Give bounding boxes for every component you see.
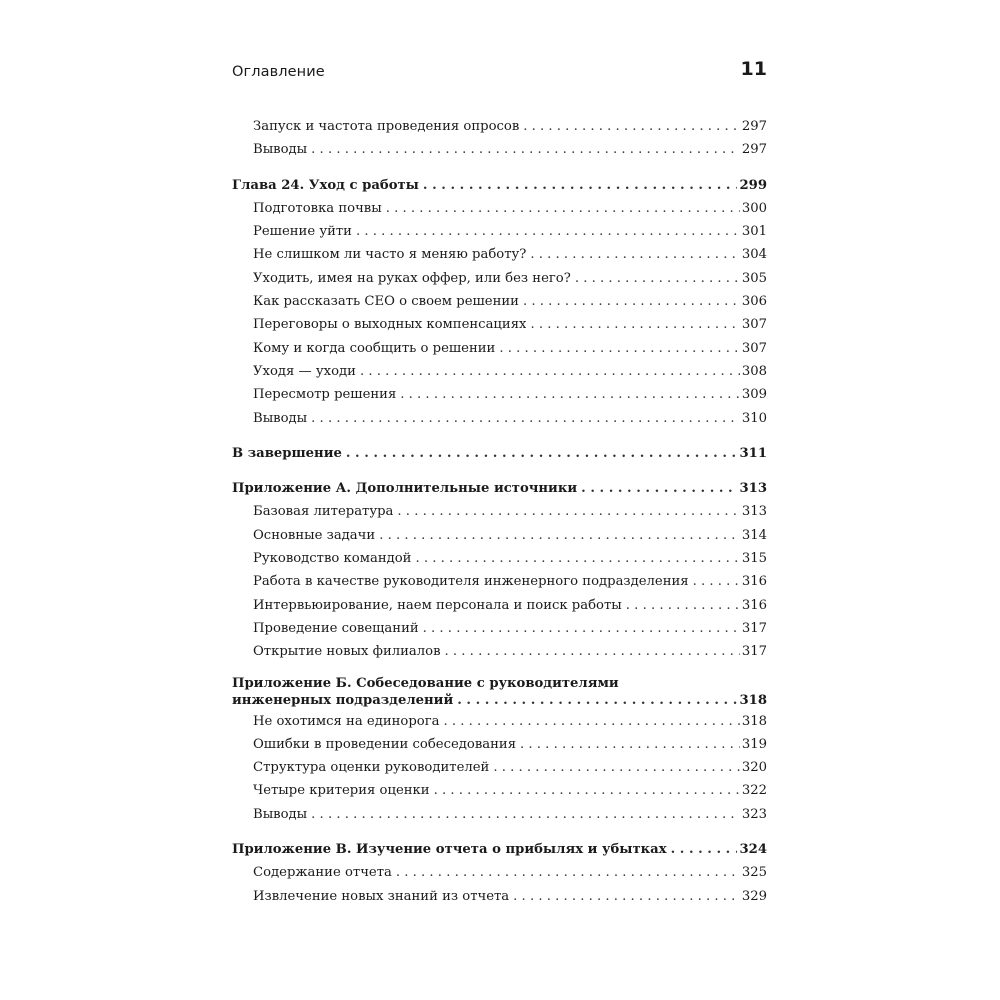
toc-entry-page: 310 (741, 410, 767, 426)
toc-entry-page: 316 (741, 597, 767, 613)
toc-entry-label: Переговоры о выходных компенсациях (253, 317, 527, 333)
toc-chapter[interactable] (232, 838, 767, 861)
leader-dots (530, 243, 739, 266)
toc-entry-page: 297 (741, 119, 767, 134)
leader-dots (356, 220, 740, 243)
toc-entry[interactable] (232, 360, 767, 383)
toc-chapter[interactable] (232, 174, 767, 197)
toc-entry-page: 308 (741, 363, 767, 379)
toc-entry-label: Проведение совещаний (253, 620, 419, 636)
toc-entry-page: 305 (741, 270, 767, 286)
leader-dots (400, 383, 740, 406)
toc-entry[interactable] (232, 885, 767, 908)
toc-entry-label: Пересмотр решения (253, 387, 397, 403)
toc-entry-label: Уходя — уходи (253, 363, 356, 379)
toc-chapter[interactable] (232, 676, 767, 710)
toc-entry-label: Выводы (253, 410, 308, 426)
leader-dots (626, 594, 740, 617)
toc-entry-page: 320 (741, 760, 767, 776)
toc-entry-label: Четыре критерия оценки (253, 783, 430, 799)
toc-entry[interactable] (232, 524, 767, 547)
toc-entry-page: 301 (741, 224, 767, 240)
toc-entry-page: 329 (741, 888, 767, 904)
toc-entry-page: 319 (741, 736, 767, 752)
toc-entry-label: Решение уйти (253, 224, 352, 240)
leader-dots (520, 733, 740, 756)
leader-dots (311, 803, 740, 826)
toc-entry-label: Основные задачи (253, 527, 376, 543)
toc-entry-label: Интервьюирование, наем персонала и поиск работы (253, 597, 622, 613)
toc-entry-label: Открытие новых филиалов (253, 644, 441, 660)
toc-entry-page: 309 (741, 387, 767, 403)
toc-entry-page: 307 (741, 340, 767, 356)
toc-entry-page: 325 (741, 865, 767, 881)
toc-entry[interactable] (232, 570, 767, 593)
toc-chapter-label: Приложение В. Изучение отчета о прибылях и убытках (232, 842, 667, 858)
toc-chapter-page: 324 (739, 842, 767, 858)
toc-entry-label: Работа в качестве руководителя инженерного подразделения (253, 574, 689, 590)
toc-entry-label: Выводы (253, 142, 308, 158)
toc-chapter[interactable] (232, 442, 767, 465)
leader-dots (445, 640, 740, 663)
toc-entry-page: 317 (741, 620, 767, 636)
toc-entry-page: 314 (741, 527, 767, 543)
toc-entry-label: Запуск и частота проведения опросов (253, 119, 520, 134)
leader-dots (523, 290, 740, 313)
running-header-title: Оглавление (232, 64, 325, 80)
toc-entry-page: 316 (741, 574, 767, 590)
toc-chapter-page: 313 (739, 481, 767, 497)
leader-dots (523, 115, 740, 138)
toc-entry[interactable] (232, 733, 767, 756)
leader-dots (581, 477, 737, 500)
toc-entry-label: Структура оценки руководителей (253, 760, 490, 776)
toc-entry-page: 304 (741, 247, 767, 263)
leader-dots (423, 174, 738, 197)
toc-entry-page: 315 (741, 551, 767, 567)
leader-dots (444, 710, 740, 733)
toc-entry[interactable] (232, 500, 767, 523)
toc-entry[interactable] (232, 337, 767, 360)
running-header (232, 58, 767, 88)
leader-dots (386, 197, 740, 220)
toc-entry[interactable] (232, 407, 767, 430)
leader-dots (530, 313, 739, 336)
leader-dots (493, 756, 739, 779)
toc-entry-label: Не охотимся на единорога (253, 713, 440, 729)
toc-entry[interactable] (232, 267, 767, 290)
toc-entry[interactable] (232, 197, 767, 220)
leader-dots (434, 779, 740, 802)
book-page (232, 58, 767, 908)
leader-dots (360, 360, 740, 383)
toc-entry[interactable] (232, 547, 767, 570)
toc-entry[interactable] (232, 756, 767, 779)
leader-dots (513, 885, 740, 908)
leader-dots (346, 442, 738, 465)
toc-chapter-label: Глава 24. Уход с работы (232, 177, 419, 193)
toc-entry[interactable] (232, 313, 767, 336)
toc-entry-page: 317 (741, 644, 767, 660)
leader-dots (311, 138, 740, 161)
toc-entry-label: Подготовка почвы (253, 200, 382, 216)
toc-entry-page: 318 (741, 713, 767, 729)
leader-dots (311, 407, 740, 430)
toc-entry[interactable] (232, 115, 767, 138)
toc-entry[interactable] (232, 640, 767, 663)
toc-entry-page: 297 (741, 142, 767, 158)
toc-entry-label: Не слишком ли часто я меняю работу? (253, 247, 527, 263)
leader-dots (499, 337, 739, 360)
toc-chapter-page: 311 (739, 445, 767, 461)
toc-entry[interactable] (232, 290, 767, 313)
toc-entry[interactable] (232, 383, 767, 406)
toc-chapter-page: 318 (739, 692, 767, 708)
toc-entry[interactable] (232, 710, 767, 733)
leader-dots (693, 570, 740, 593)
toc-entry[interactable] (232, 779, 767, 802)
toc-entry[interactable] (232, 861, 767, 884)
toc-entry[interactable] (232, 220, 767, 243)
leader-dots (415, 547, 739, 570)
table-of-contents (232, 115, 767, 908)
toc-entry[interactable] (232, 243, 767, 266)
toc-entry-page: 307 (741, 317, 767, 333)
toc-entry-page: 300 (741, 200, 767, 216)
leader-dots (575, 267, 740, 290)
leader-dots (423, 617, 740, 640)
toc-chapter-label: Приложение А. Дополнительные источники (232, 481, 578, 497)
toc-entry-page: 313 (741, 504, 767, 520)
toc-entry-label: Кому и когда сообщить о решении (253, 340, 496, 356)
toc-chapter-label: В завершение (232, 445, 342, 461)
toc-chapter-page: 299 (739, 177, 767, 193)
toc-entry-label: Выводы (253, 806, 308, 822)
toc-entry-page: 323 (741, 806, 767, 822)
toc-entry-label: Руководство командой (253, 551, 412, 567)
toc-chapter-label-line1: Приложение Б. Собеседование с руководителями (232, 675, 619, 691)
toc-entry-page: 306 (741, 294, 767, 310)
leader-dots (671, 838, 738, 861)
toc-entry-label: Базовая литература (253, 504, 394, 520)
leader-dots (379, 524, 740, 547)
toc-entry[interactable] (232, 617, 767, 640)
leader-dots (396, 861, 740, 884)
toc-chapter[interactable] (232, 477, 767, 500)
toc-entry[interactable] (232, 138, 767, 161)
toc-chapter-label: инженерных подразделений (232, 692, 454, 708)
leader-dots (397, 500, 739, 523)
toc-entry-label: Содержание отчета (253, 865, 392, 881)
toc-entry-label: Ошибки в проведении собеседования (253, 736, 517, 752)
toc-entry-label: Как рассказать CEO о своем решении (253, 294, 519, 310)
leader-dots (457, 692, 737, 710)
toc-entry[interactable] (232, 594, 767, 617)
page-number: 11 (740, 58, 767, 80)
toc-entry-label: Уходить, имея на руках оффер, или без него? (253, 270, 571, 286)
toc-chapter-line2 (232, 692, 767, 710)
toc-entry-label: Извлечение новых знаний из отчета (253, 888, 510, 904)
toc-entry[interactable] (232, 803, 767, 826)
toc-entry-page: 322 (741, 783, 767, 799)
